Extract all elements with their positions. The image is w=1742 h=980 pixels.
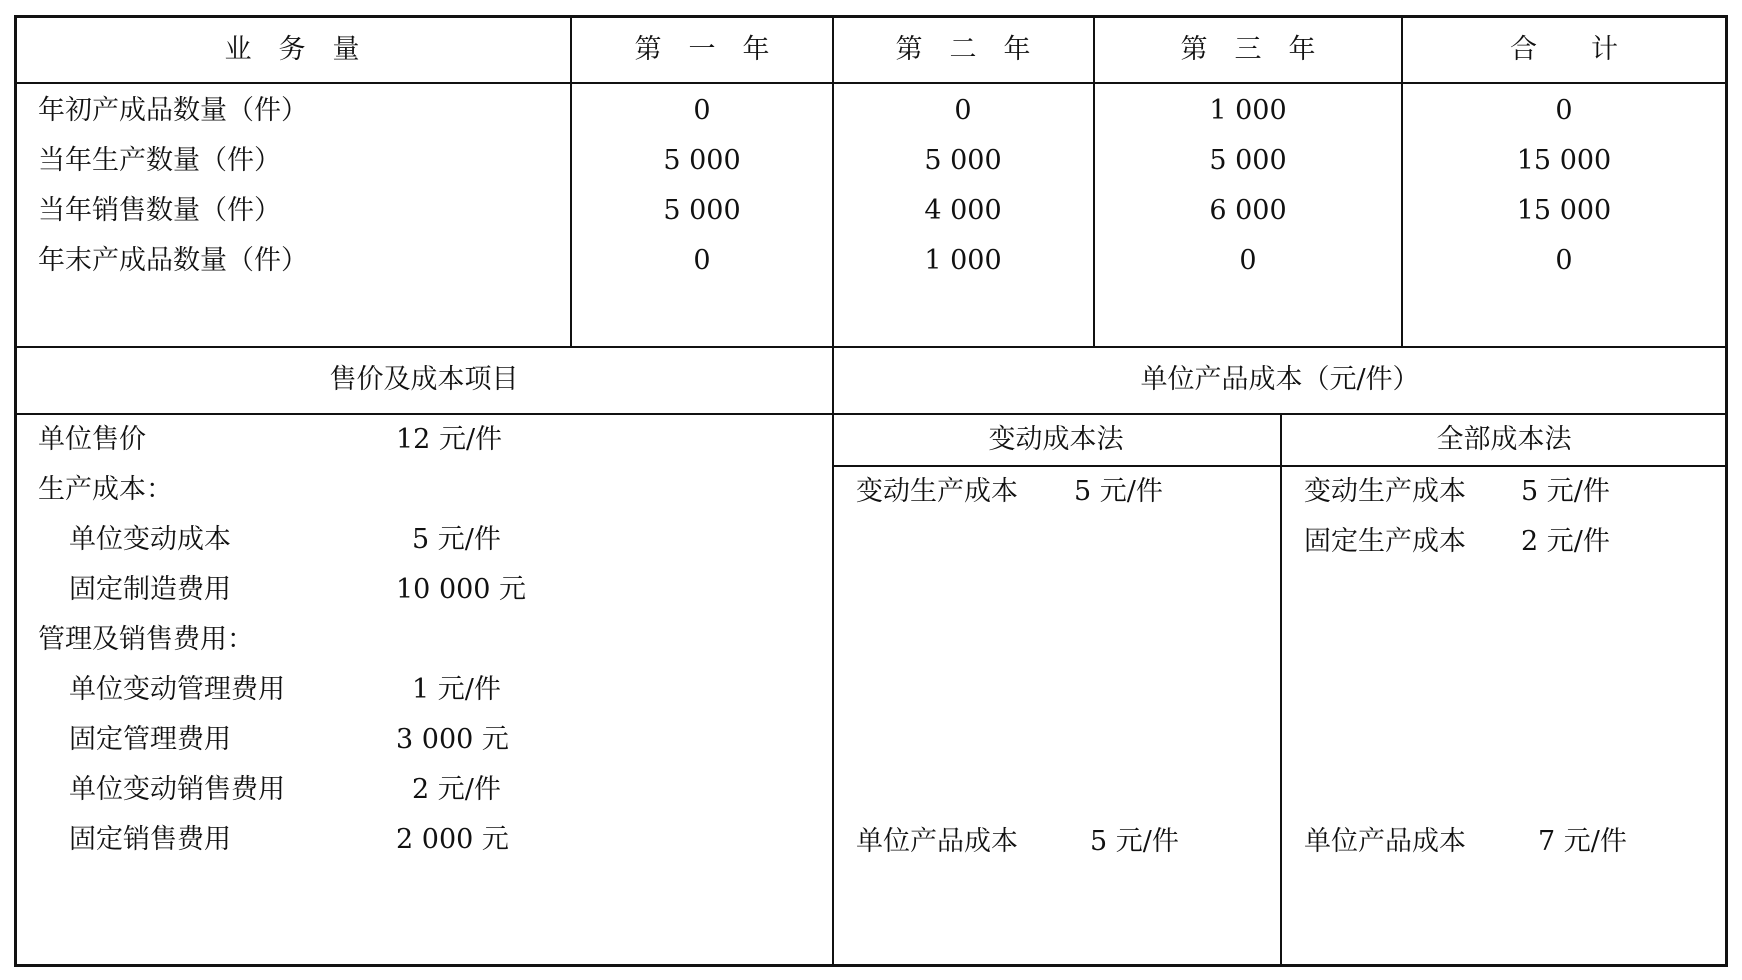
item-label-admin-selling: 管理及销售费用： bbox=[38, 624, 254, 655]
item-value-fixed-selling: 2 000 元 bbox=[396, 824, 509, 855]
header-unit-product-cost: 单位产品成本（元/件） bbox=[1140, 364, 1420, 395]
table-cell: 15 000 bbox=[1516, 195, 1612, 226]
item-value-fixed-manufacturing: 10 000 元 bbox=[396, 574, 527, 605]
vc-label-variable-production: 变动生产成本 bbox=[856, 476, 1018, 507]
item-value-unit-variable-admin: 1 元/件 bbox=[412, 674, 501, 705]
header-price-cost-items: 售价及成本项目 bbox=[329, 364, 519, 395]
header-business-volume: 业 务 量 bbox=[224, 34, 360, 65]
item-value-fixed-admin: 3 000 元 bbox=[396, 724, 509, 755]
header-total: 合 计 bbox=[1510, 34, 1618, 65]
table-cell: 0 bbox=[693, 245, 711, 276]
item-value-unit-variable-cost: 5 元/件 bbox=[412, 524, 501, 555]
header-variable-costing: 变动成本法 bbox=[988, 424, 1124, 455]
table-cell: 15 000 bbox=[1516, 145, 1612, 176]
row-label-production: 当年生产数量（件） bbox=[38, 145, 281, 176]
table-cell: 6 000 bbox=[1209, 195, 1287, 226]
item-label-unit-variable-admin: 单位变动管理费用 bbox=[69, 674, 285, 705]
bottom-header-rule bbox=[14, 413, 1728, 415]
header-year-2: 第 二 年 bbox=[895, 34, 1031, 65]
item-label-production-cost: 生产成本： bbox=[38, 474, 173, 505]
table-cell: 0 bbox=[954, 95, 972, 126]
ac-value-fixed-production: 2 元/件 bbox=[1521, 526, 1610, 557]
table-cell: 5 000 bbox=[663, 145, 741, 176]
item-value-unit-price: 12 元/件 bbox=[396, 424, 503, 455]
table-cell: 5 000 bbox=[924, 145, 1002, 176]
table-border-bottom bbox=[14, 964, 1728, 967]
top-col-divider-1 bbox=[570, 15, 572, 347]
item-label-unit-variable-cost: 单位变动成本 bbox=[69, 524, 231, 555]
row-label-beginning-inventory: 年初产成品数量（件） bbox=[38, 95, 308, 126]
ac-value-unit-cost: 7 元/件 bbox=[1538, 826, 1627, 857]
table-cell: 4 000 bbox=[924, 195, 1002, 226]
ac-label-variable-production: 变动生产成本 bbox=[1304, 476, 1466, 507]
header-year-3: 第 三 年 bbox=[1180, 34, 1316, 65]
top-header-rule bbox=[14, 82, 1728, 84]
item-label-fixed-manufacturing: 固定制造费用 bbox=[69, 574, 231, 605]
ac-label-fixed-production: 固定生产成本 bbox=[1304, 526, 1466, 557]
table-border-right bbox=[1725, 15, 1728, 967]
header-year-1: 第 一 年 bbox=[634, 34, 770, 65]
top-col-divider-2 bbox=[832, 15, 834, 347]
item-label-fixed-admin: 固定管理费用 bbox=[69, 724, 231, 755]
row-label-sales: 当年销售数量（件） bbox=[38, 195, 281, 226]
top-col-divider-3 bbox=[1093, 15, 1095, 347]
item-value-unit-variable-selling: 2 元/件 bbox=[412, 774, 501, 805]
table-cell: 0 bbox=[1555, 95, 1573, 126]
table-cell: 5 000 bbox=[1209, 145, 1287, 176]
table-cell: 5 000 bbox=[663, 195, 741, 226]
section-divider-rule bbox=[14, 346, 1728, 348]
bottom-col-divider bbox=[832, 347, 834, 967]
row-label-ending-inventory: 年末产成品数量（件） bbox=[38, 245, 308, 276]
top-col-divider-4 bbox=[1401, 15, 1403, 347]
method-col-divider bbox=[1280, 414, 1282, 967]
ac-label-unit-cost: 单位产品成本 bbox=[1304, 826, 1466, 857]
table-cell: 1 000 bbox=[1209, 95, 1287, 126]
table-cell: 0 bbox=[1555, 245, 1573, 276]
item-label-unit-variable-selling: 单位变动销售费用 bbox=[69, 774, 285, 805]
ac-value-variable-production: 5 元/件 bbox=[1521, 476, 1610, 507]
vc-label-unit-cost: 单位产品成本 bbox=[856, 826, 1018, 857]
table-cell: 0 bbox=[1239, 245, 1257, 276]
table-cell: 0 bbox=[693, 95, 711, 126]
table-cell: 1 000 bbox=[924, 245, 1002, 276]
vc-value-unit-cost: 5 元/件 bbox=[1090, 826, 1179, 857]
header-absorption-costing: 全部成本法 bbox=[1436, 424, 1572, 455]
item-label-fixed-selling: 固定销售费用 bbox=[69, 824, 231, 855]
item-label-unit-price: 单位售价 bbox=[38, 424, 146, 455]
table-border-left bbox=[14, 15, 17, 967]
table-border-top bbox=[14, 15, 1728, 18]
vc-value-variable-production: 5 元/件 bbox=[1074, 476, 1163, 507]
